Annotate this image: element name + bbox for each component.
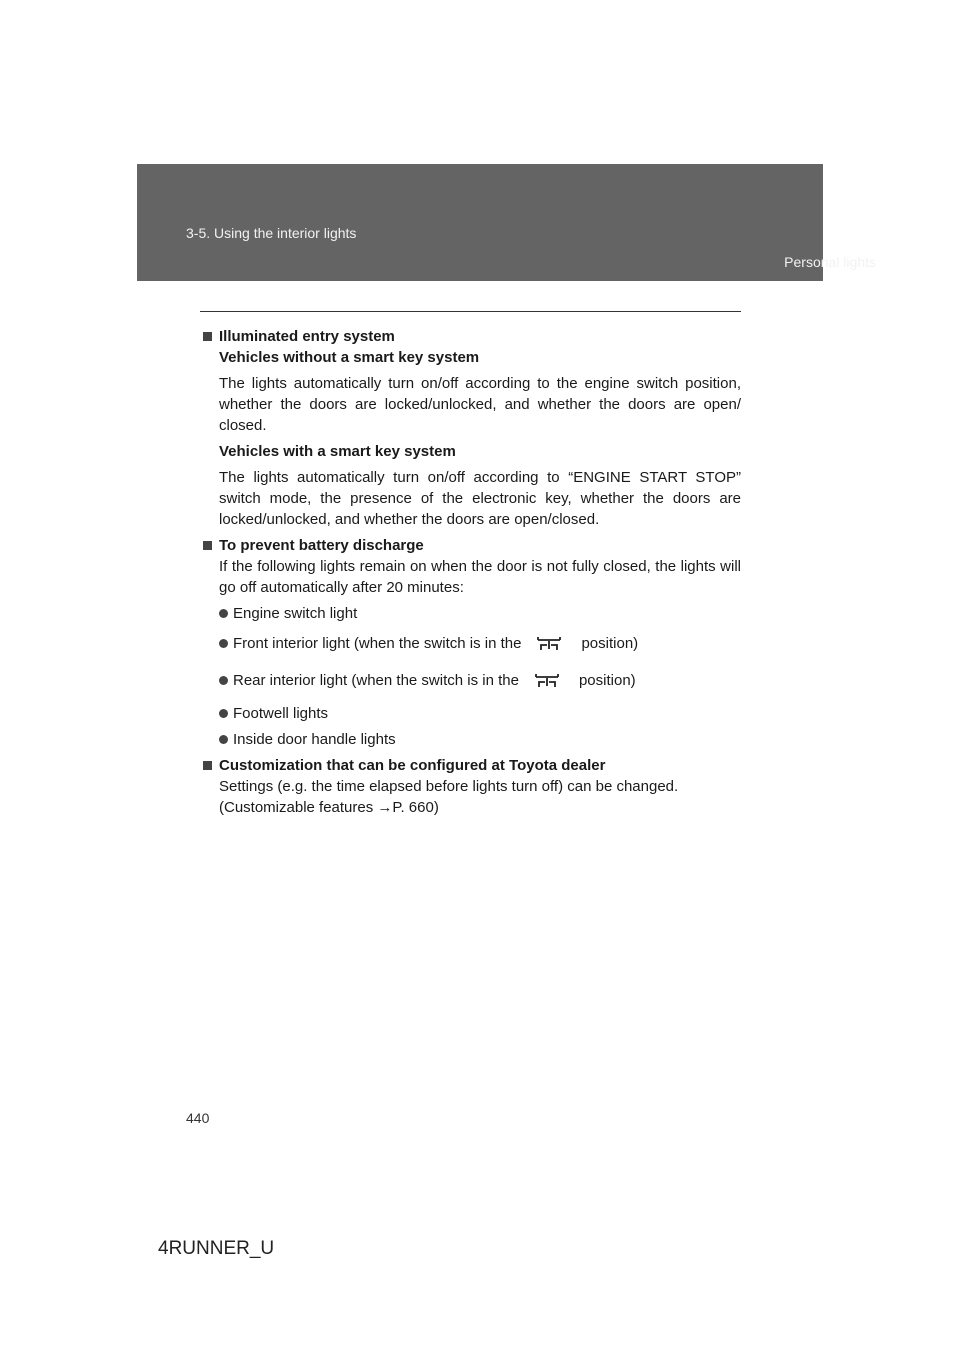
round-bullet-icon	[219, 735, 228, 744]
square-bullet-icon	[203, 332, 212, 341]
customization-reference: (Customizable features →P. 660)	[219, 799, 439, 816]
customization-body: Settings (e.g. the time elapsed before lights turn off) can be changed.	[219, 778, 679, 795]
subsection-label: Personal lights	[784, 254, 876, 270]
illuminated-entry-heading: Illuminated entry system	[202, 326, 741, 347]
round-bullet-icon	[219, 709, 228, 718]
subheading-with-smart-key: Vehicles with a smart key system	[219, 443, 456, 460]
section-label: 3-5. Using the interior lights	[186, 225, 357, 241]
round-bullet-icon	[219, 639, 228, 648]
list-item: Engine switch light	[202, 603, 741, 624]
subheading-without-smart-key: Vehicles without a smart key system	[219, 349, 480, 366]
list-item: Inside door handle lights	[202, 729, 741, 750]
square-bullet-icon	[203, 541, 212, 550]
page-number: 440	[186, 1110, 210, 1126]
round-bullet-icon	[219, 609, 228, 618]
round-bullet-icon	[219, 676, 228, 685]
customization-heading: Customization that can be configured at Toyota dealer	[202, 755, 741, 776]
list-item: Footwell lights	[202, 703, 741, 724]
manual-code: 4RUNNER_U	[158, 1238, 275, 1259]
battery-discharge-heading: To prevent battery discharge	[202, 535, 741, 556]
divider-rule	[200, 311, 741, 312]
door-position-switch-icon	[535, 635, 563, 653]
square-bullet-icon	[203, 761, 212, 770]
content	[202, 326, 741, 823]
door-position-switch-icon	[533, 672, 561, 690]
header-band	[137, 164, 823, 281]
body-without-smart-key: The lights automatically turn on/off according to the engine switch position, whether the doors are locked/unlocked, and whether the doors are open/ closed.	[219, 375, 741, 434]
battery-discharge-body: If the following lights remain on when the door is not fully closed, the lights will go off automatically after 20 minutes:	[219, 558, 741, 596]
list-item: Rear interior light (when the switch is in the position)	[202, 666, 741, 695]
list-item: Front interior light (when the switch is in the position)	[202, 629, 741, 658]
body-with-smart-key: The lights automatically turn on/off according to “ENGINE START STOP” switch mode, the presence of the electronic key, whether the doors are locked/unlocked, and whether the doors are open/closed.	[219, 469, 741, 528]
